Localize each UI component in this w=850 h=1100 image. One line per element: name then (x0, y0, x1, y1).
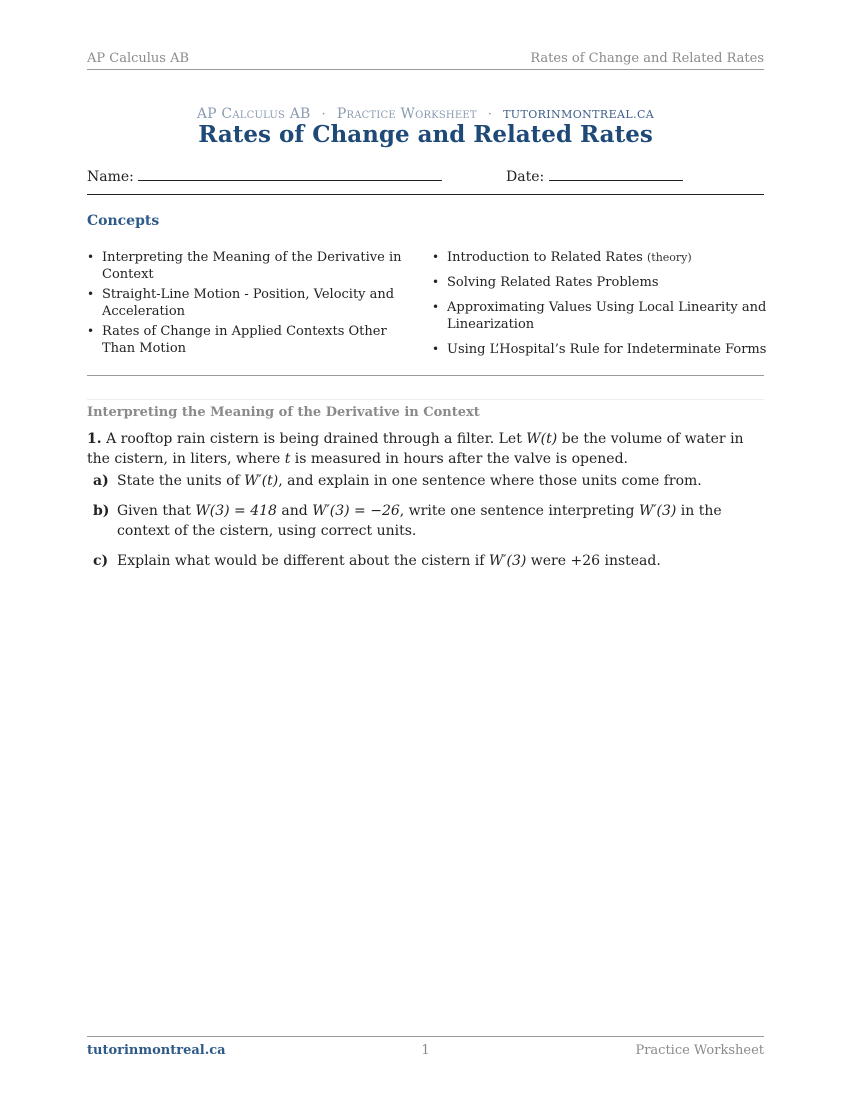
part-label: b) (93, 503, 110, 519)
footer-label: Practice Worksheet (635, 1043, 764, 1058)
problem-parts (87, 471, 764, 581)
date-field[interactable] (506, 166, 683, 186)
kicker-kind: Practice Worksheet (336, 106, 477, 122)
part-text: , and explain in one sentence where those units come from. (278, 473, 702, 489)
running-header (87, 51, 764, 70)
kicker-course: AP Calculus AB (196, 106, 311, 122)
part-math: W′(3) (488, 553, 527, 569)
concept-item (432, 249, 772, 266)
page-number: 1 (421, 1043, 430, 1058)
part-label: a) (93, 473, 109, 489)
part-math: W′(3) = −26 (312, 503, 400, 519)
stem-text: A rooftop rain cistern is being drained through a filter. Let (106, 431, 527, 447)
date-blank[interactable] (549, 166, 683, 181)
problem-part-a (87, 471, 764, 491)
section-heading: Interpreting the Meaning of the Derivative in Context (87, 405, 480, 420)
stem-math: W(t) (526, 431, 558, 447)
concepts-heading: Concepts (87, 213, 160, 229)
part-math: W′(3) (638, 503, 677, 519)
date-label: Date: (506, 169, 545, 185)
part-text: State the units of (117, 473, 245, 489)
name-date-fields (87, 166, 764, 186)
concept-item: • Solving Related Rates Problems (432, 274, 772, 291)
part-label: c) (93, 553, 109, 569)
page-title: Rates of Change and Related Rates (198, 121, 653, 148)
kicker-site-link[interactable]: TUTORINMONTREAL.CA (503, 108, 655, 121)
concepts-column-left (87, 249, 412, 360)
part-text: , write one sentence interpreting (399, 503, 639, 519)
problem-part-b (87, 501, 764, 541)
part-text: Given that (117, 503, 196, 519)
part-text: were +26 instead. (526, 553, 661, 569)
running-header-left: AP Calculus AB (87, 51, 190, 66)
footer-site-link[interactable]: tutorinmontreal.ca (87, 1043, 226, 1058)
page-footer (87, 1036, 764, 1059)
part-text: and (276, 503, 313, 519)
part-text: Explain what would be different about the cistern if (117, 553, 489, 569)
kicker-separator: · (321, 107, 326, 122)
theory-tag: (theory) (646, 251, 692, 264)
concept-item: • Rates of Change in Applied Contexts Other Than Motion (87, 323, 412, 357)
name-field[interactable] (87, 166, 442, 186)
stem-math: t (284, 451, 291, 467)
stem-text: is measured in hours after the valve is opened. (290, 451, 628, 467)
running-header-right: Rates of Change and Related Rates (530, 51, 764, 66)
kicker-separator: · (487, 107, 493, 122)
part-math: W(3) = 418 (195, 503, 277, 519)
concept-item-label: Introduction to Related Rates (447, 250, 643, 265)
concepts-column-right (432, 249, 772, 366)
problem-stem (87, 429, 764, 469)
name-label: Name: (87, 169, 134, 185)
stem-text: be the volume of water in the cistern, in liters, where (87, 431, 744, 467)
part-text: in the context of the cistern, using correct units. (117, 503, 722, 539)
name-blank[interactable] (138, 166, 442, 181)
concept-item: • Interpreting the Meaning of the Derivative in Context (87, 249, 412, 283)
part-math: W′(t) (244, 473, 279, 489)
concept-item: • Approximating Values Using Local Linearity and Linearization (432, 299, 772, 333)
concepts-divider (87, 375, 764, 376)
concept-item: • Straight-Line Motion - Position, Velocity and Acceleration (87, 286, 412, 320)
problem-number: 1. (87, 431, 102, 447)
concept-item: • Using L’Hospital’s Rule for Indeterminate Forms (432, 341, 772, 358)
problem-part-c (87, 551, 764, 571)
section-divider (87, 399, 764, 400)
header-divider (87, 194, 764, 195)
